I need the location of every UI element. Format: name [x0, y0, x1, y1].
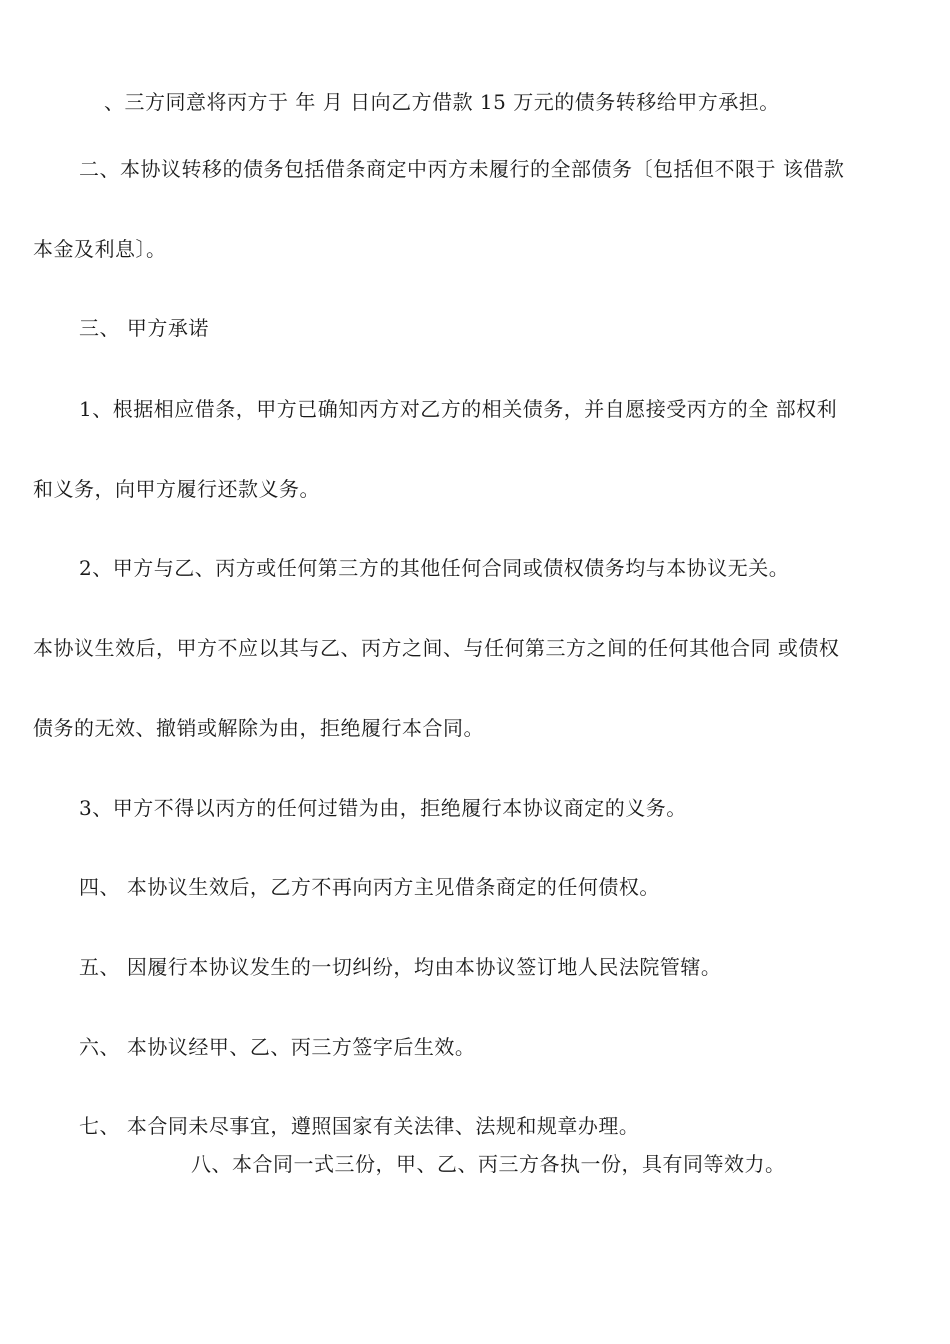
clause-3-item-1-line-2: 和义务，向甲方履行还款义务。: [33, 477, 320, 501]
clause-3-item-2-line-1: 2、甲方与乙、丙方或任何第三方的其他任何合同或债权债务均与本协议无关。: [79, 556, 790, 580]
clause-3-item-2-line-3: 债务的无效、撤销或解除为由，拒绝履行本合同。: [33, 716, 484, 740]
clause-3-item-2-line-2: 本协议生效后，甲方不应以其与乙、丙方之间、与任何第三方之间的任何其他合同 或债权: [33, 636, 840, 660]
clause-1-line: 、三方同意将丙方于 年 月 日向乙方借款 15 万元的债务转移给甲方承担。: [104, 90, 780, 114]
clause-6-line: 六、 本协议经甲、乙、丙三方签字后生效。: [79, 1035, 476, 1059]
clause-3-item-1-line-1: 1、根据相应借条，甲方已确知丙方对乙方的相关债务，并自愿接受丙方的全 部权利: [79, 397, 838, 421]
clause-7-line: 七、 本合同未尽事宜，遵照国家有关法律、法规和规章办理。: [79, 1114, 640, 1138]
clause-5-line: 五、 因履行本协议发生的一切纠纷，均由本协议签订地人民法院管辖。: [79, 955, 722, 979]
clause-3-item-3-line: 3、甲方不得以丙方的任何过错为由，拒绝履行本协议商定的义务。: [79, 796, 687, 820]
clause-8-line: 八、本合同一式三份，甲、乙、丙三方各执一份，具有同等效力。: [191, 1152, 786, 1176]
clause-2-line-1: 二、本协议转移的债务包括借条商定中丙方未履行的全部债务〔包括但不限于 该借款: [79, 157, 845, 181]
clause-3-heading: 三、 甲方承诺: [79, 316, 209, 340]
clause-4-line: 四、 本协议生效后，乙方不再向丙方主见借条商定的任何债权。: [79, 875, 660, 899]
clause-2-line-2: 本金及利息〕。: [33, 237, 167, 261]
